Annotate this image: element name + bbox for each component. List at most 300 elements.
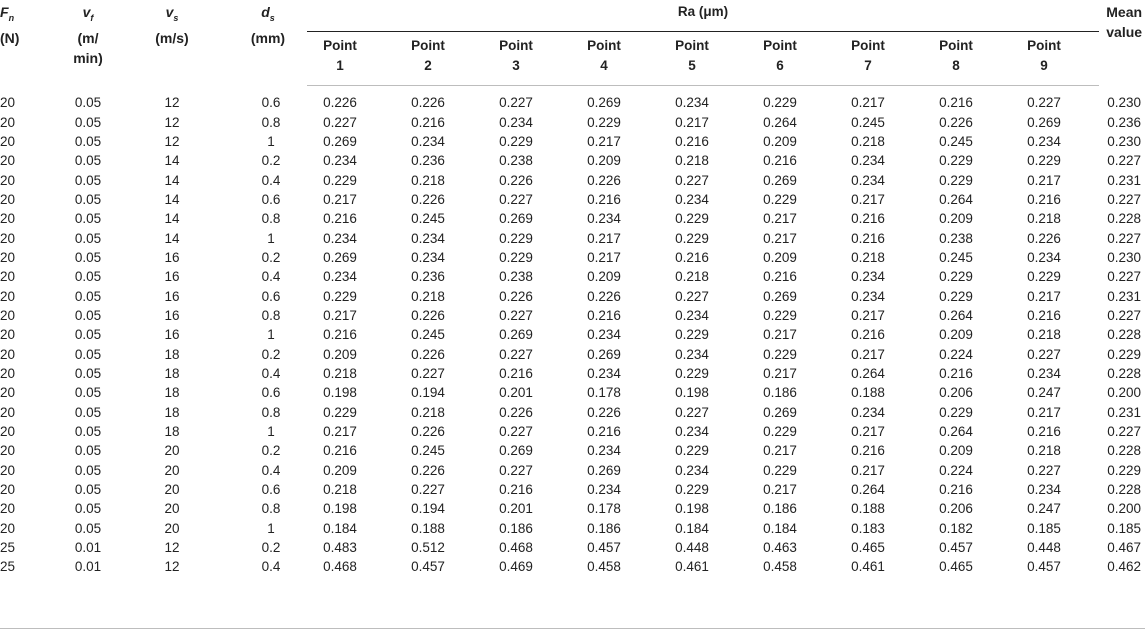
table-cell: 0.512 <box>411 540 445 556</box>
table-cell: 0.229 <box>675 365 709 381</box>
table-cell: 0.457 <box>587 540 621 556</box>
table-cell: 0.227 <box>499 424 533 440</box>
table-cell: 0.462 <box>1107 559 1142 575</box>
table-cell: 0.216 <box>1027 307 1061 323</box>
table-cell: 0.8 <box>261 211 281 227</box>
table-cell: 1 <box>267 520 275 536</box>
table-cell: 0.461 <box>675 559 709 575</box>
table-cell: 0.234 <box>851 288 885 304</box>
table-cell: 0.198 <box>323 385 357 401</box>
table-cell: 0.227 <box>1107 307 1142 323</box>
table-cell: 0.448 <box>675 540 709 556</box>
table-cell: 0.194 <box>411 501 445 517</box>
table-cell: 0.185 <box>1107 520 1142 536</box>
ds-header <box>215 2 307 86</box>
table-cell: 0.229 <box>763 346 797 362</box>
table-cell: 0.184 <box>323 520 357 536</box>
table-cell: 1 <box>267 230 275 246</box>
table-cell: 0.226 <box>411 95 445 111</box>
table-cell: 0.226 <box>323 95 357 111</box>
table-cell: 0.234 <box>587 365 621 381</box>
table-cell: 1 <box>267 133 275 149</box>
table-cell: 0.217 <box>763 443 797 459</box>
table-cell: 0.234 <box>411 230 445 246</box>
table-cell: 0.2 <box>261 346 281 362</box>
vs-header <box>129 2 215 86</box>
table-cell: 0.229 <box>763 462 797 478</box>
table-cell: 0.229 <box>939 269 973 285</box>
table-cell: 0.218 <box>851 249 885 265</box>
table-cell: 0.206 <box>939 385 973 401</box>
table-row <box>0 325 1145 344</box>
table-cell: 16 <box>164 288 180 304</box>
table-cell: 18 <box>164 346 180 362</box>
ds-symbol: $d_s$ <box>261 4 275 23</box>
table-cell: 0.227 <box>1107 191 1142 207</box>
vf-symbol: $v_f$ <box>82 4 94 23</box>
table-cell: 0.234 <box>587 443 621 459</box>
table-cell: 0.216 <box>675 249 709 265</box>
table-cell: 0.8 <box>261 404 281 420</box>
table-cell: 0.178 <box>587 385 621 401</box>
table-cell: 20 <box>0 230 16 246</box>
table-cell: 0.188 <box>411 520 445 536</box>
table-cell: 0.209 <box>587 269 621 285</box>
mean-value-header: Mean value <box>1106 4 1143 40</box>
table-cell: 0.227 <box>499 307 533 323</box>
table-cell: 0.229 <box>939 153 973 169</box>
table-cell: 0.467 <box>1107 540 1142 556</box>
table-cell: 0.218 <box>675 153 709 169</box>
table-cell: 0.2 <box>261 249 281 265</box>
table-cell: 0.234 <box>675 462 709 478</box>
table-cell: 0.01 <box>74 559 102 575</box>
ds-unit: (mm) <box>250 29 286 46</box>
table-cell: 0.229 <box>675 211 709 227</box>
table-cell: 0.183 <box>851 520 885 536</box>
table-cell: 0.186 <box>587 520 621 536</box>
table-cell: 0.05 <box>74 211 102 227</box>
table-cell: 0.229 <box>939 404 973 420</box>
table-cell: 0.200 <box>1107 385 1142 401</box>
table-cell: 0.269 <box>763 404 797 420</box>
table-cell: 0.234 <box>851 153 885 169</box>
table-row <box>0 480 1145 499</box>
ra-group-header: Ra (μm) <box>307 2 1099 32</box>
table-cell: 0.468 <box>499 540 533 556</box>
table-cell: 25 <box>0 559 16 575</box>
table-cell: 0.269 <box>323 249 357 265</box>
table-body <box>0 86 1145 577</box>
table-cell: 0.218 <box>1027 327 1061 343</box>
table-cell: 0.05 <box>74 443 102 459</box>
table-cell: 14 <box>164 211 180 227</box>
table-cell: 0.234 <box>851 269 885 285</box>
table-cell: 0.269 <box>499 443 533 459</box>
table-cell: 0.05 <box>74 172 102 188</box>
table-cell: 20 <box>0 307 16 323</box>
table-cell: 20 <box>0 172 16 188</box>
table-cell: 0.226 <box>587 404 621 420</box>
table-cell: 0.227 <box>323 114 357 130</box>
table-cell: 0.6 <box>261 288 281 304</box>
table-cell: 0.218 <box>851 133 885 149</box>
table-cell: 0.216 <box>939 482 973 498</box>
table-cell: 16 <box>164 307 180 323</box>
table-cell: 0.188 <box>851 385 885 401</box>
table-cell: 0.238 <box>939 230 973 246</box>
table-cell: 0.186 <box>499 520 533 536</box>
point-header: Point 8 <box>923 32 1011 86</box>
table-cell: 0.05 <box>74 133 102 149</box>
table-cell: 0.217 <box>1027 404 1061 420</box>
table-cell: 0.245 <box>939 133 973 149</box>
table-cell: 0.05 <box>74 153 102 169</box>
table-cell: 0.209 <box>323 346 357 362</box>
table-cell: 0.226 <box>411 307 445 323</box>
table-row <box>0 190 1145 209</box>
table-cell: 16 <box>164 327 180 343</box>
table-cell: 0.217 <box>851 307 885 323</box>
table-cell: 0.264 <box>939 307 973 323</box>
table-cell: 0.269 <box>587 346 621 362</box>
table-cell: 0.234 <box>587 482 621 498</box>
table-cell: 0.228 <box>1107 365 1142 381</box>
table-cell: 0.05 <box>74 462 102 478</box>
table-cell: 0.226 <box>587 172 621 188</box>
table-cell: 0.216 <box>851 211 885 227</box>
table-cell: 0.234 <box>675 346 709 362</box>
table-cell: 0.234 <box>1027 133 1061 149</box>
table-row <box>0 383 1145 402</box>
table-cell: 0.209 <box>939 211 973 227</box>
table-cell: 0.463 <box>763 540 797 556</box>
table-cell: 0.227 <box>675 172 709 188</box>
table-cell: 0.234 <box>851 172 885 188</box>
table-cell: 0.05 <box>74 482 102 498</box>
table-cell: 0.216 <box>323 211 357 227</box>
table-cell: 0.229 <box>675 443 709 459</box>
table-cell: 0.216 <box>939 95 973 111</box>
table-cell: 0.6 <box>261 482 281 498</box>
table-cell: 20 <box>0 443 16 459</box>
table-cell: 0.229 <box>763 307 797 323</box>
table-cell: 0.226 <box>499 172 533 188</box>
table-cell: 20 <box>0 482 16 498</box>
table-cell: 0.218 <box>323 365 357 381</box>
table-row <box>0 499 1145 518</box>
table-cell: 0.226 <box>499 288 533 304</box>
table-cell: 0.217 <box>323 424 357 440</box>
table-cell: 0.469 <box>499 559 533 575</box>
table-cell: 20 <box>0 327 16 343</box>
table-cell: 0.227 <box>499 191 533 207</box>
table-cell: 0.05 <box>74 114 102 130</box>
table-cell: 0.234 <box>411 133 445 149</box>
table-row <box>0 461 1145 480</box>
table-cell: 0.224 <box>939 462 973 478</box>
table-cell: 0.269 <box>499 327 533 343</box>
table-cell: 20 <box>0 520 16 536</box>
table-cell: 0.05 <box>74 249 102 265</box>
bottom-rule <box>0 628 1145 629</box>
table-cell: 0.198 <box>675 501 709 517</box>
table-cell: 0.209 <box>763 133 797 149</box>
table-cell: 0.230 <box>1107 249 1142 265</box>
table-cell: 0.230 <box>1107 94 1142 110</box>
table-cell: 0.227 <box>1107 424 1142 440</box>
table-cell: 0.05 <box>74 404 102 420</box>
table-cell: 20 <box>0 346 16 362</box>
table-cell: 0.216 <box>763 269 797 285</box>
table-cell: 0.229 <box>675 327 709 343</box>
table-cell: 0.264 <box>851 365 885 381</box>
table-cell: 0.234 <box>587 211 621 227</box>
table-cell: 0.01 <box>74 540 102 556</box>
table-cell: 0.217 <box>763 327 797 343</box>
table-cell: 0.234 <box>675 191 709 207</box>
table-cell: 0.2 <box>261 540 281 556</box>
vf-unit-2: min) <box>73 49 103 66</box>
table-cell: 0.217 <box>851 424 885 440</box>
table-cell: 0.218 <box>675 269 709 285</box>
table-cell: 0.05 <box>74 346 102 362</box>
table-cell: 0.247 <box>1027 501 1061 517</box>
table-cell: 0.234 <box>851 404 885 420</box>
table-cell: 0.229 <box>763 95 797 111</box>
table-cell: 14 <box>164 191 180 207</box>
table-cell: 0.216 <box>763 153 797 169</box>
table-cell: 0.264 <box>851 482 885 498</box>
table-cell: 0.194 <box>411 385 445 401</box>
table-cell: 0.461 <box>851 559 885 575</box>
table-cell: 0.218 <box>323 482 357 498</box>
table-cell: 0.216 <box>499 365 533 381</box>
table-cell: 0.218 <box>1027 443 1061 459</box>
table-cell: 0.245 <box>411 443 445 459</box>
table-cell: 0.8 <box>261 114 281 130</box>
table-cell: 0.05 <box>74 191 102 207</box>
table-cell: 0.228 <box>1107 443 1142 459</box>
table-row <box>0 344 1145 363</box>
table-cell: 12 <box>164 114 180 130</box>
table-cell: 0.216 <box>323 443 357 459</box>
table-cell: 0.218 <box>1027 211 1061 227</box>
table-cell: 0.218 <box>411 172 445 188</box>
table-cell: 0.200 <box>1107 501 1142 517</box>
table-row <box>0 267 1145 286</box>
table-cell: 0.217 <box>763 211 797 227</box>
table-cell: 0.227 <box>675 288 709 304</box>
table-cell: 18 <box>164 365 180 381</box>
table-cell: 0.269 <box>763 288 797 304</box>
point-header: Point 7 <box>835 32 923 86</box>
table-cell: 0.218 <box>411 288 445 304</box>
table-cell: 0.216 <box>851 443 885 459</box>
table-cell: 0.217 <box>763 482 797 498</box>
table-cell: 1 <box>267 327 275 343</box>
table-cell: 0.269 <box>587 462 621 478</box>
table-cell: 0.234 <box>323 230 357 246</box>
table-cell: 0.234 <box>499 114 533 130</box>
table-cell: 0.217 <box>763 230 797 246</box>
table-cell: 0.458 <box>587 559 621 575</box>
table-cell: 0.234 <box>675 424 709 440</box>
table-cell: 20 <box>0 153 16 169</box>
table-cell: 12 <box>164 133 180 149</box>
table-cell: 0.245 <box>851 114 885 130</box>
table-cell: 0.217 <box>587 249 621 265</box>
table-cell: 0.217 <box>587 133 621 149</box>
table-row <box>0 132 1145 151</box>
table-row <box>0 86 1145 113</box>
table-cell: 0.209 <box>587 153 621 169</box>
table-cell: 0.483 <box>323 540 357 556</box>
table-row <box>0 422 1145 441</box>
table-cell: 20 <box>0 404 16 420</box>
table-cell: 0.184 <box>763 520 797 536</box>
table-cell: 0.226 <box>411 346 445 362</box>
table-cell: 0.226 <box>939 114 973 130</box>
table-cell: 0.8 <box>261 501 281 517</box>
table-row <box>0 209 1145 228</box>
table-cell: 0.234 <box>411 249 445 265</box>
table-cell: 0.226 <box>499 404 533 420</box>
table-cell: 0.238 <box>499 153 533 169</box>
table-cell: 0.216 <box>851 327 885 343</box>
table-cell: 18 <box>164 404 180 420</box>
table-cell: 20 <box>0 385 16 401</box>
vs-unit: (m/s) <box>155 29 189 46</box>
table-cell: 0.227 <box>1107 269 1142 285</box>
table-cell: 0.05 <box>74 269 102 285</box>
table-cell: 18 <box>164 424 180 440</box>
table-cell: 0.188 <box>851 501 885 517</box>
table-cell: 0.05 <box>74 365 102 381</box>
table-cell: 0.234 <box>675 95 709 111</box>
table-cell: 0.226 <box>411 462 445 478</box>
table-cell: 20 <box>0 424 16 440</box>
table-cell: 0.6 <box>261 94 281 110</box>
table-cell: 20 <box>0 501 16 517</box>
table-row <box>0 306 1145 325</box>
point-header: Point 3 <box>483 32 571 86</box>
table-row <box>0 151 1145 170</box>
table-cell: 20 <box>0 365 16 381</box>
point-header: Point 9 <box>1011 32 1099 86</box>
table-cell: 0.245 <box>939 249 973 265</box>
table-cell: 0.216 <box>587 424 621 440</box>
table-cell: 0.229 <box>1107 346 1142 362</box>
table-cell: 0.216 <box>499 482 533 498</box>
table-cell: 0.217 <box>851 191 885 207</box>
table-cell: 0.6 <box>261 191 281 207</box>
table-cell: 0.217 <box>1027 172 1061 188</box>
table-cell: 14 <box>164 172 180 188</box>
table-cell: 12 <box>164 540 180 556</box>
table-cell: 0.226 <box>411 191 445 207</box>
table-cell: 20 <box>164 501 180 517</box>
table-row <box>0 538 1145 557</box>
table-cell: 0.178 <box>587 501 621 517</box>
table-cell: 0.217 <box>851 346 885 362</box>
table-cell: 0.216 <box>587 307 621 323</box>
point-header: Point 1 <box>307 32 395 86</box>
table-cell: 0.229 <box>939 288 973 304</box>
table-cell: 0.457 <box>411 559 445 575</box>
table-cell: 0.234 <box>1027 249 1061 265</box>
table-cell: 20 <box>0 288 16 304</box>
table-row <box>0 364 1145 383</box>
table-cell: 0.198 <box>675 385 709 401</box>
table-cell: 0.05 <box>74 288 102 304</box>
table-cell: 0.228 <box>1107 327 1142 343</box>
table-cell: 0.269 <box>763 172 797 188</box>
table-cell: 16 <box>164 249 180 265</box>
table-cell: 0.229 <box>1107 462 1142 478</box>
table-cell: 0.457 <box>939 540 973 556</box>
point-header: Point 5 <box>659 32 747 86</box>
table-cell: 0.227 <box>499 346 533 362</box>
table-cell: 0.227 <box>411 365 445 381</box>
table-cell: 0.465 <box>939 559 973 575</box>
table-cell: 16 <box>164 269 180 285</box>
table-cell: 0.6 <box>261 385 281 401</box>
table-cell: 0.209 <box>323 462 357 478</box>
table-cell: 0.229 <box>499 133 533 149</box>
fn-unit: (N) <box>0 29 20 46</box>
table-cell: 0.245 <box>411 211 445 227</box>
table-cell: 0.229 <box>675 230 709 246</box>
table-cell: 0.229 <box>675 482 709 498</box>
table-cell: 0.264 <box>939 191 973 207</box>
table-cell: 0.236 <box>1107 114 1142 130</box>
table-cell: 0.234 <box>1027 365 1061 381</box>
table-cell: 0.217 <box>675 114 709 130</box>
table-cell: 0.217 <box>851 462 885 478</box>
table-cell: 0.227 <box>411 482 445 498</box>
table-cell: 0.05 <box>74 327 102 343</box>
table-cell: 0.05 <box>74 307 102 323</box>
table-cell: 0.247 <box>1027 385 1061 401</box>
table-cell: 0.2 <box>261 153 281 169</box>
table-cell: 0.234 <box>323 269 357 285</box>
table-cell: 0.226 <box>587 288 621 304</box>
surface-roughness-table <box>0 2 1145 577</box>
table-cell: 0.269 <box>1027 114 1061 130</box>
table-cell: 0.186 <box>763 385 797 401</box>
table-cell: 0.216 <box>851 230 885 246</box>
table-cell: 0.229 <box>939 172 973 188</box>
table-cell: 20 <box>164 520 180 536</box>
table-cell: 0.185 <box>1027 520 1061 536</box>
table-cell: 18 <box>164 385 180 401</box>
table-cell: 0.217 <box>1027 288 1061 304</box>
point-header: Point 6 <box>747 32 835 86</box>
table-cell: 12 <box>164 559 180 575</box>
table-cell: 0.209 <box>939 443 973 459</box>
point-header: Point 2 <box>395 32 483 86</box>
table-cell: 0.201 <box>499 385 533 401</box>
table-cell: 0.465 <box>851 540 885 556</box>
table-cell: 12 <box>164 94 180 110</box>
table-cell: 0.206 <box>939 501 973 517</box>
table-cell: 0.229 <box>323 172 357 188</box>
table-cell: 20 <box>164 462 180 478</box>
table-row <box>0 286 1145 305</box>
table-cell: 0.448 <box>1027 540 1061 556</box>
table-cell: 0.234 <box>587 327 621 343</box>
